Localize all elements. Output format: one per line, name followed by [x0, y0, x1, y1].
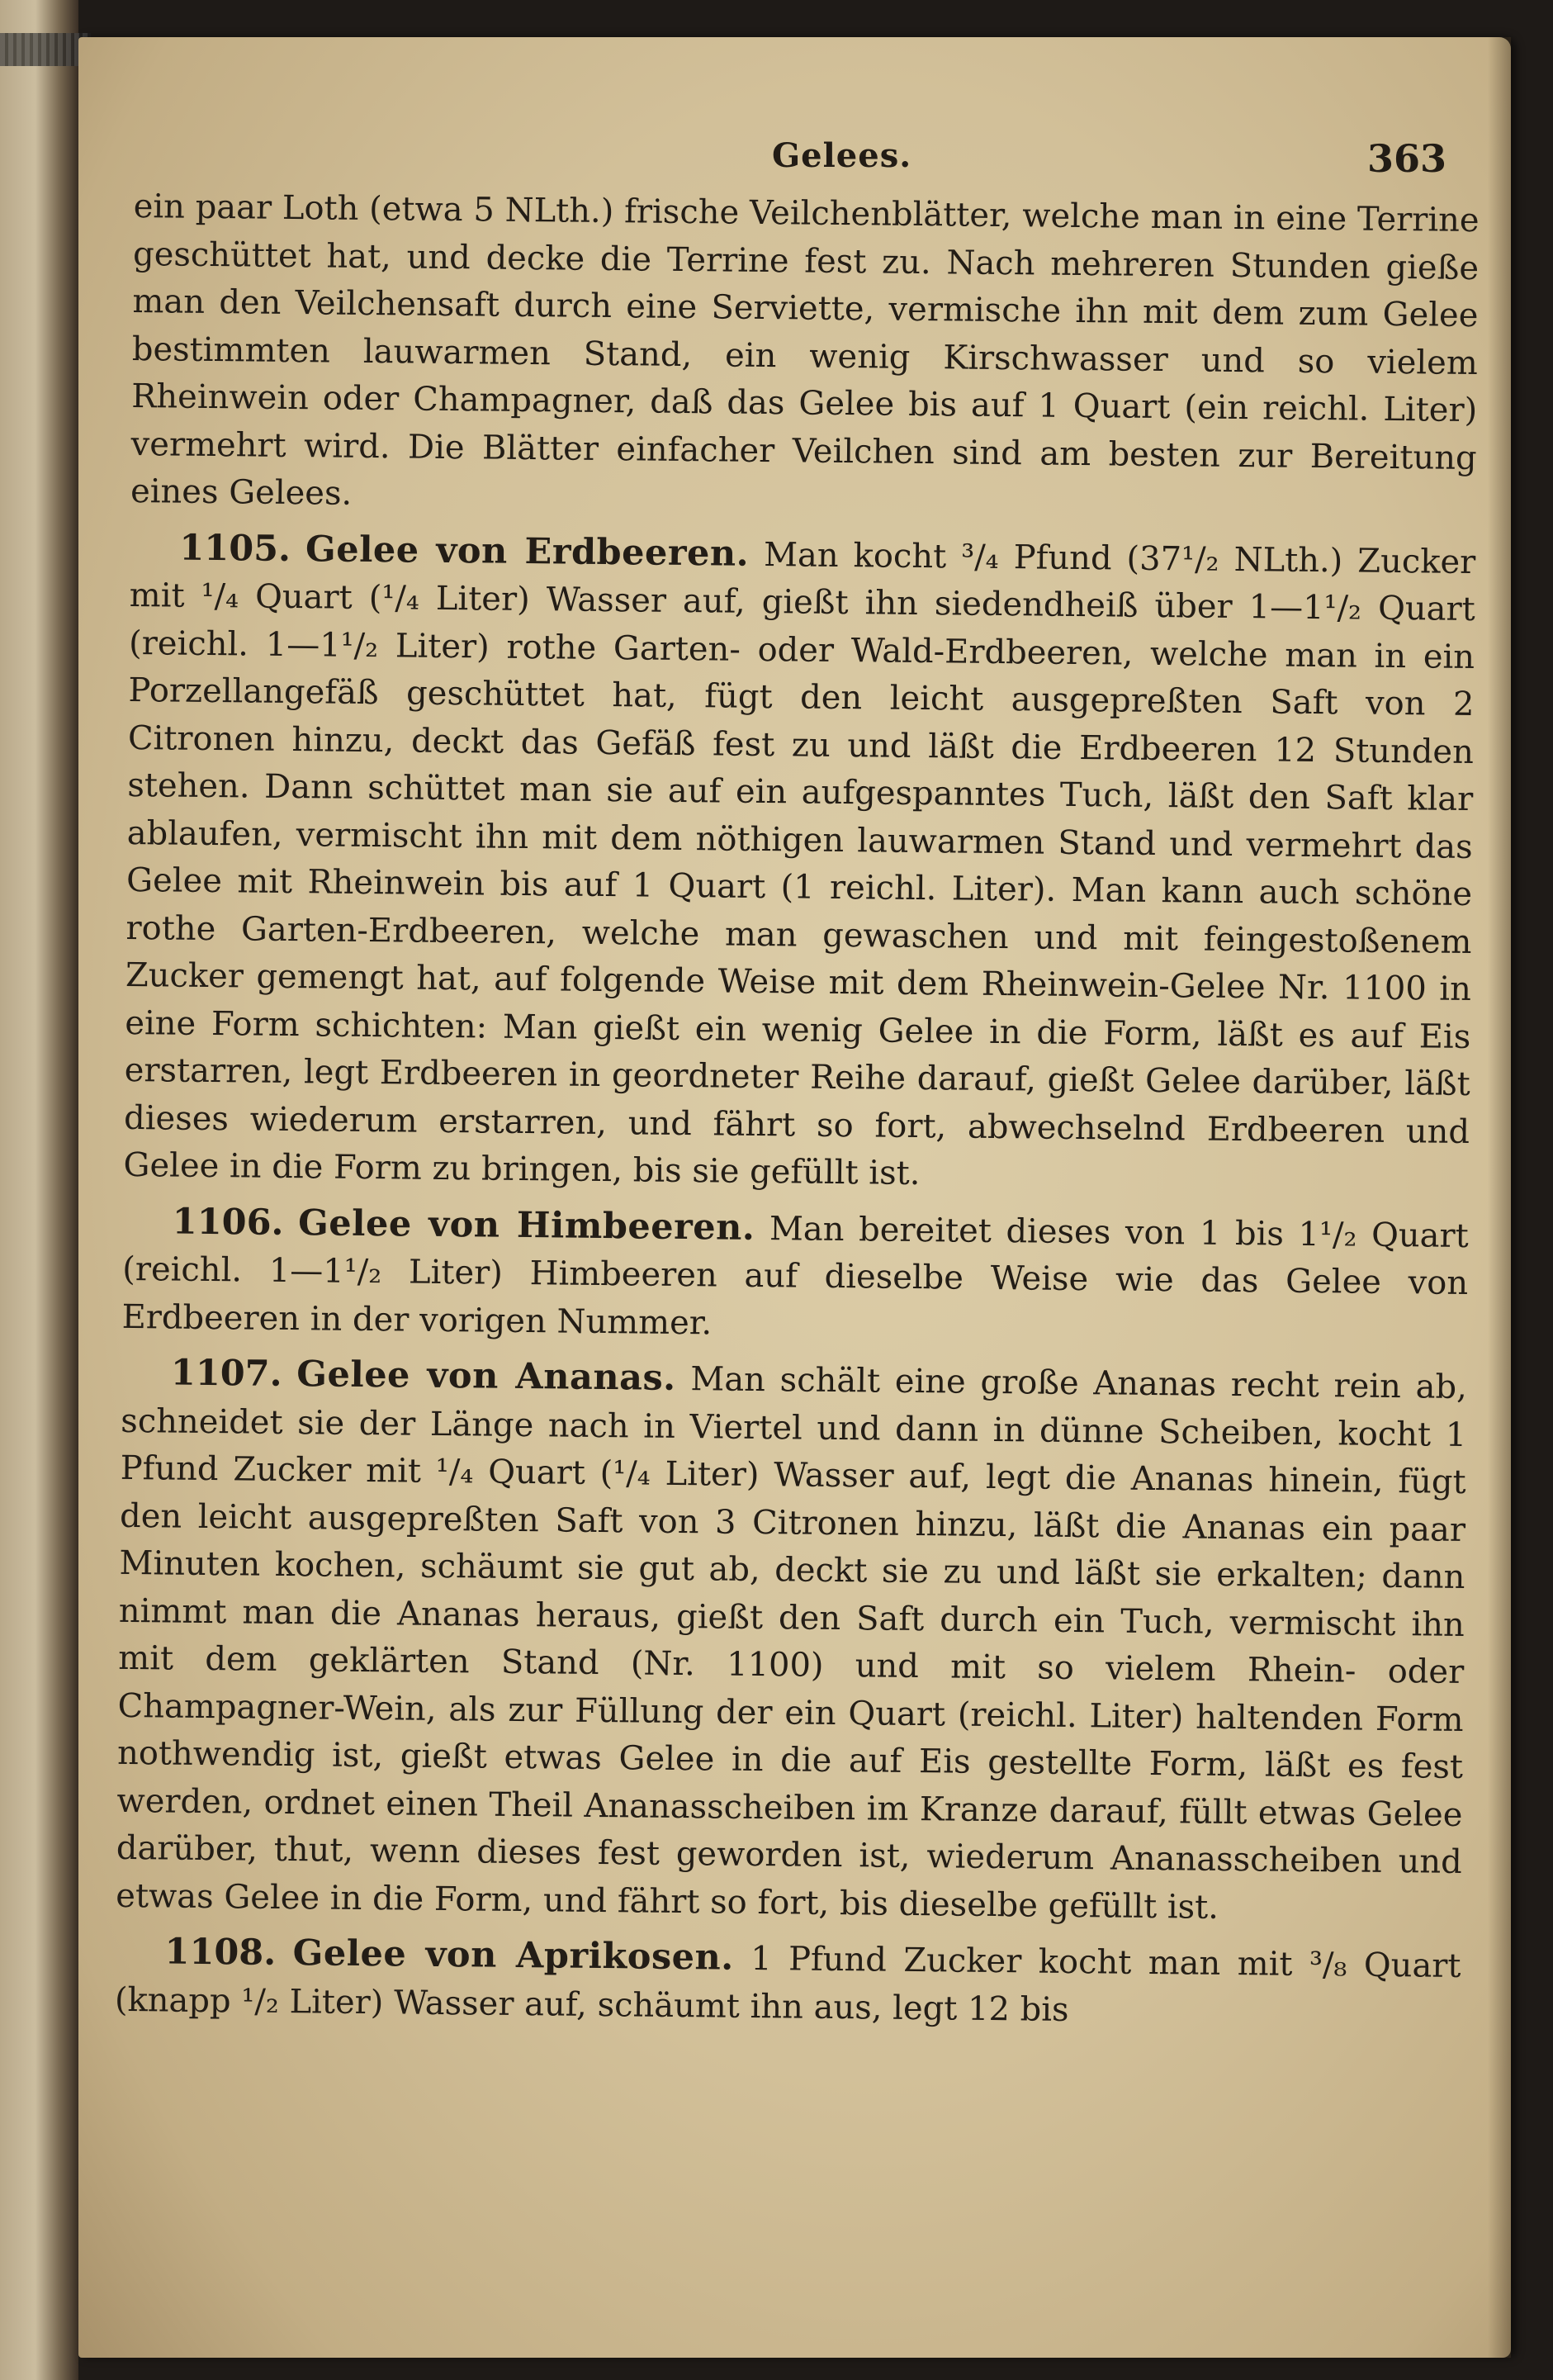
recipe-title: Gelee von Erdbeeren.	[305, 528, 750, 575]
binding-thread	[0, 33, 91, 66]
recipe-text: Man schält eine große Ananas recht rein ab, schneidet sie der Länge nach in Viertel und dann in dünne Scheiben, kocht 1 Pfund Zucker mit ¹/₄ Quart (¹/₄ Liter) Wasser auf, legt die Ananas hinein, fügt den leicht ausgepreßten Saft von 3 Citronen hinzu, läßt die Ananas ein paar Minuten kochen, schäumt sie gut ab, deckt sie zu und läßt sie erkalten; dann nimmt man die Ananas heraus, gießt den Saft durch ein Tuch, vermischt ihn mit dem geklärten Stand (Nr. 1100) und mit so vielem Rhein- oder Champagner-Wein, als zur Füllung der ein Quart (reichl. Liter) haltenden Form nothwendig ist, gießt etwas Gelee in die auf Eis gestellte Form, läßt es fest werden, ordnet einen Theil Ananasscheiben im Kranze darauf, füllt etwas Gelee darüber, thut, wenn dieses fest geworden ist, wiederum Ananasscheiben und etwas Gelee in die Form, und fährt so fort, bis dieselbe gefüllt ist.	[116, 1360, 1468, 1927]
recipe-text: 1 Pfund Zucker kocht man mit ³/₈ Quart (knapp ¹/₂ Liter) Wasser auf, schäumt ihn aus, legt 12 bis	[114, 1939, 1461, 2029]
recipe-1106	[121, 1197, 1469, 1355]
recipe-number: 1106.	[172, 1201, 284, 1244]
recipe-number: 1108.	[164, 1931, 277, 1974]
recipe-number: 1105.	[179, 527, 291, 570]
recipe-text: Man kocht ³/₄ Pfund (37¹/₂ NLth.) Zucker mit ¹/₄ Quart (¹/₄ Liter) Wasser auf, gießt ihn siedendheiß über 1—1¹/₂ Quart (reichl. 1—1¹/₂ Liter) rothe Garten- oder Wald-Erdbeeren, welche man in ein Porzellangefäß geschüttet hat, fügt den leicht ausgepreßten Saft von 2 Citronen hinzu, deckt das Gefäß fest zu und läßt die Erdbeeren 12 Stunden stehen. Dann schüttet man sie auf ein aufgespanntes Tuch, läßt den Saft klar ablaufen, vermischt ihn mit dem nöthigen lauwarmen Stand und vermehrt das Gelee mit Rheinwein bis auf 1 Quart (1 reichl. Liter). Man kann auch schöne rothe Garten-Erdbeeren, welche man gewaschen und mit feingestoßenem Zucker gemengt hat, auf folgende Weise mit dem Rheinwein-Gelee Nr. 1100 in eine Form schichten: Man gießt ein wenig Gelee in die Form, läßt es auf Eis erstarren, legt Erdbeeren in geordneter Reihe darauf, gießt Gelee darüber, läßt dieses wiederum erstarren, und fährt so fort, abwechselnd Erdbeeren und Gelee in die Form zu bringen, bis sie gefüllt ist.	[123, 535, 1476, 1193]
recipe-1105	[123, 524, 1475, 1203]
recipe-text: Man bereitet dieses von 1 bis 1¹/₂ Quart (reichl. 1—1¹/₂ Liter) Himbeeren auf dieselbe Weise wie das Gelee von Erdbeeren in der vorigen Nummer.	[121, 1209, 1469, 1342]
body-text	[115, 183, 1480, 2043]
intro-paragraph: ein paar Loth (etwa 5 NLth.) frische Veilchenblätter, welche man in eine Terrine geschüttet hat, und decke die Terrine fest zu. Nach mehreren Stunden gieße man den Veilchensaft durch eine Serviette, vermische ihn mit dem zum Gelee bestimmten lauwarmen Stand, ein wenig Kirschwasser und so vielem Rheinwein oder Champagner, daß das Gelee bis auf 1 Quart (ein reichl. Liter) vermehrt wird. Die Blätter einfacher Veilchen sind am besten zur Bereitung eines Gelees.	[130, 187, 1480, 513]
page-edge-shadow	[1488, 37, 1511, 2358]
recipe-1108	[115, 1928, 1461, 2038]
recipe-title: Gelee von Aprikosen.	[292, 1932, 735, 1979]
book-binding-edge	[0, 0, 78, 2380]
running-title: Gelees.	[772, 136, 912, 175]
recipe-title: Gelee von Ananas.	[296, 1354, 676, 1399]
recipe-number: 1107.	[170, 1352, 282, 1395]
recipe-title: Gelee von Himbeeren.	[297, 1202, 755, 1249]
page-number: 363	[1366, 136, 1446, 181]
recipe-1107	[116, 1349, 1467, 1934]
